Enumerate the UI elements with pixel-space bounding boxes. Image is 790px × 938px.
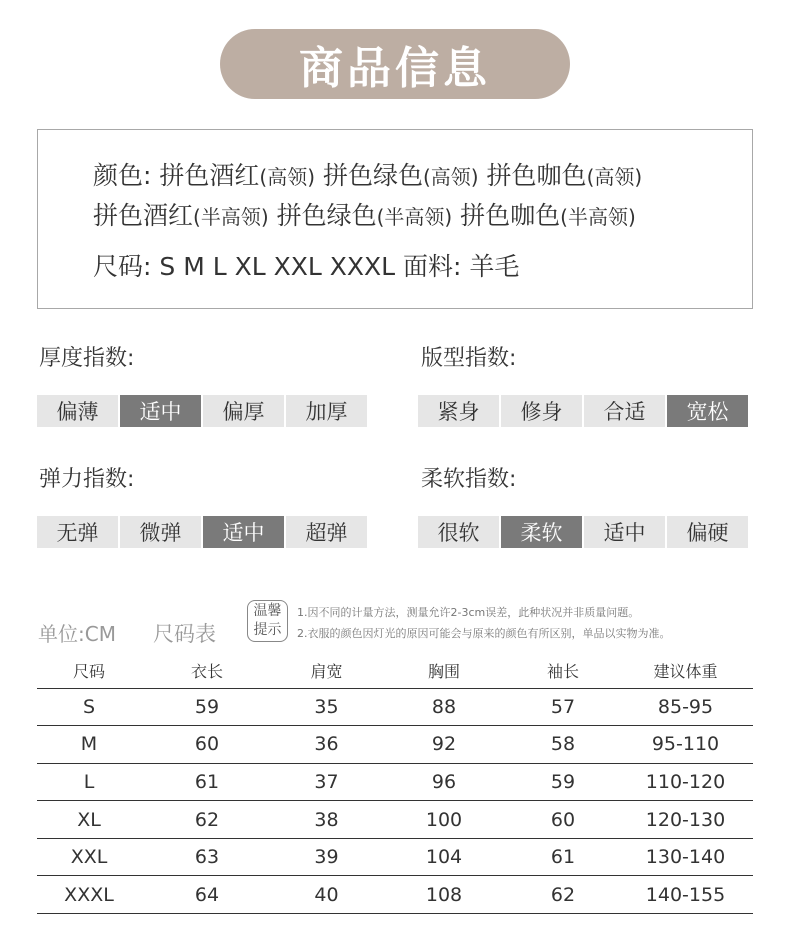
fit-option: 修身 xyxy=(501,395,582,427)
table-cell: 96 xyxy=(380,763,508,801)
product-info-box xyxy=(37,129,753,309)
column-header: 胸围 xyxy=(380,654,508,688)
color-label: 颜色: xyxy=(93,161,152,190)
unit-label: 单位:CM xyxy=(38,622,116,646)
color-option-note: (高领) xyxy=(586,165,643,189)
table-cell: M xyxy=(37,726,141,764)
table-cell: XXXL xyxy=(37,876,141,914)
table-cell: 39 xyxy=(273,838,380,876)
table-cell: 61 xyxy=(141,763,273,801)
table-cell: 130-140 xyxy=(618,838,753,876)
softness-scale xyxy=(418,516,748,548)
colors-line-2 xyxy=(93,196,636,232)
elasticity-option: 微弹 xyxy=(120,516,201,548)
table-cell: 64 xyxy=(141,876,273,914)
fit-option: 合适 xyxy=(584,395,665,427)
color-option: 拼色酒红 xyxy=(93,201,194,230)
column-header: 袖长 xyxy=(508,654,618,688)
table-cell: 60 xyxy=(508,801,618,839)
table-cell: 60 xyxy=(141,726,273,764)
fit-index-title: 版型指数: xyxy=(421,346,517,371)
thickness-option: 偏厚 xyxy=(203,395,284,427)
thickness-scale xyxy=(37,395,367,427)
color-option-note: (高领) xyxy=(422,165,479,189)
table-row xyxy=(37,876,753,914)
size-label: 尺码: xyxy=(93,252,152,281)
table-cell: 120-130 xyxy=(618,801,753,839)
table-cell: 85-95 xyxy=(618,688,753,726)
table-cell: 62 xyxy=(508,876,618,914)
softness-option: 很软 xyxy=(418,516,499,548)
tip-badge-bottom: 提示 xyxy=(253,622,282,638)
table-cell: 58 xyxy=(508,726,618,764)
table-cell: 110-120 xyxy=(618,763,753,801)
softness-index-title: 柔软指数: xyxy=(421,467,517,492)
tip-notes xyxy=(297,602,671,644)
table-cell: 88 xyxy=(380,688,508,726)
table-cell: 92 xyxy=(380,726,508,764)
table-cell: 38 xyxy=(273,801,380,839)
page-title: 商品信息 xyxy=(299,43,491,94)
thickness-option-selected: 适中 xyxy=(120,395,201,427)
table-row xyxy=(37,688,753,726)
table-cell: 59 xyxy=(508,763,618,801)
softness-option: 适中 xyxy=(584,516,665,548)
thickness-index-title: 厚度指数: xyxy=(39,346,135,371)
table-row xyxy=(37,726,753,764)
fit-option-selected: 宽松 xyxy=(667,395,748,427)
table-cell: 37 xyxy=(273,763,380,801)
size-list: S M L XL XXL XXXL xyxy=(159,252,396,281)
colors-line-1 xyxy=(93,156,642,192)
section-title-banner xyxy=(220,29,570,99)
table-cell: L xyxy=(37,763,141,801)
table-cell: 57 xyxy=(508,688,618,726)
thickness-option: 加厚 xyxy=(286,395,367,427)
size-fabric-line xyxy=(93,247,519,283)
fabric-value: 羊毛 xyxy=(469,252,520,281)
table-row xyxy=(37,801,753,839)
softness-option: 偏硬 xyxy=(667,516,748,548)
size-chart-label: 尺码表 xyxy=(153,622,216,646)
elasticity-option: 无弹 xyxy=(37,516,118,548)
table-cell: 140-155 xyxy=(618,876,753,914)
color-option: 拼色酒红 xyxy=(159,161,260,190)
elasticity-index-title: 弹力指数: xyxy=(39,467,135,492)
tip-note: 2.衣服的颜色因灯光的原因可能会与原来的颜色有所区别，单品以实物为准。 xyxy=(297,627,671,640)
tip-badge-top: 温馨 xyxy=(253,603,282,619)
tip-badge xyxy=(247,600,288,642)
color-option-note: (半高领) xyxy=(560,205,636,229)
column-header: 肩宽 xyxy=(273,654,380,688)
color-option: 拼色绿色 xyxy=(276,201,377,230)
table-cell: 108 xyxy=(380,876,508,914)
table-header-row xyxy=(37,654,753,688)
elasticity-option-selected: 适中 xyxy=(203,516,284,548)
elasticity-option: 超弹 xyxy=(286,516,367,548)
fit-option: 紧身 xyxy=(418,395,499,427)
column-header: 尺码 xyxy=(37,654,141,688)
column-header: 建议体重 xyxy=(618,654,753,688)
table-cell: 62 xyxy=(141,801,273,839)
table-row xyxy=(37,763,753,801)
color-option: 拼色咖色 xyxy=(486,161,587,190)
color-option: 拼色咖色 xyxy=(460,201,561,230)
table-cell: 59 xyxy=(141,688,273,726)
color-option-note: (半高领) xyxy=(376,205,453,229)
fabric-label: 面料: xyxy=(403,252,462,281)
color-option-note: (高领) xyxy=(259,165,316,189)
table-cell: 63 xyxy=(141,838,273,876)
table-cell: 104 xyxy=(380,838,508,876)
table-cell: XXL xyxy=(37,838,141,876)
table-cell: S xyxy=(37,688,141,726)
color-option: 拼色绿色 xyxy=(322,161,423,190)
table-cell: XL xyxy=(37,801,141,839)
table-cell: 95-110 xyxy=(618,726,753,764)
table-cell: 61 xyxy=(508,838,618,876)
color-option-note: (半高领) xyxy=(193,205,269,229)
softness-option-selected: 柔软 xyxy=(501,516,582,548)
table-cell: 35 xyxy=(273,688,380,726)
size-table xyxy=(37,654,753,914)
thickness-option: 偏薄 xyxy=(37,395,118,427)
column-header: 衣长 xyxy=(141,654,273,688)
table-cell: 100 xyxy=(380,801,508,839)
table-row xyxy=(37,838,753,876)
fit-scale xyxy=(418,395,748,427)
table-cell: 40 xyxy=(273,876,380,914)
tip-note: 1.因不同的计量方法，测量允许2-3cm误差，此种状况并非质量问题。 xyxy=(297,606,640,619)
table-cell: 36 xyxy=(273,726,380,764)
elasticity-scale xyxy=(37,516,367,548)
